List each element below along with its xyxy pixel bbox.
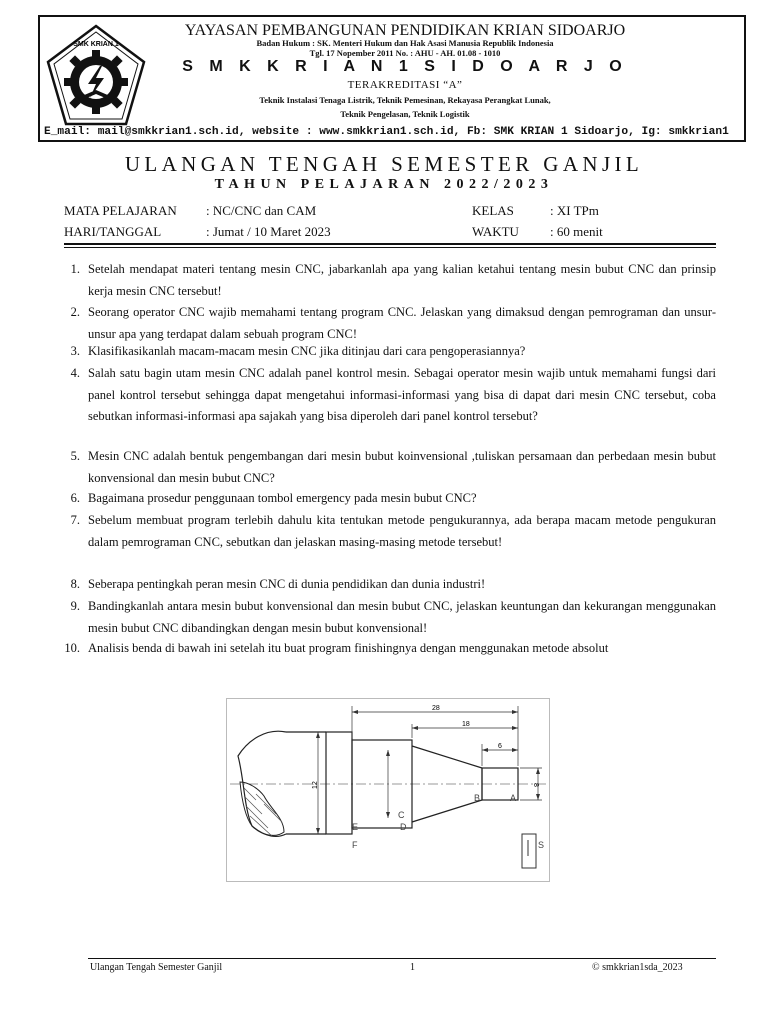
dimension-label: 6: [498, 743, 502, 750]
page-number: 1: [410, 962, 415, 973]
question-text: Analisis benda di bawah ini setelah itu buat program finishingnya dengan menggunakan metode absolut: [88, 641, 609, 655]
question-item: [70, 302, 716, 345]
class-label: KELAS: [472, 203, 514, 218]
time-label: WAKTU: [472, 224, 519, 239]
question-item: [64, 638, 716, 660]
question-text: Mesin CNC adalah bentuk pengembangan dari mesin bubut koinvensional ,tuliskan persamaan dan perbedaan mesin bubut konvensional dan mesin bubut CNC?: [88, 449, 716, 485]
question-text: Salah satu bagin utam mesin CNC adalah panel kontrol mesin. Sebagai operator mesin wajib untuk memahami fungsi dari panel kontrol tersebut sehingga dapat mengetahui informasi-informasi yang bisa di dapat dari mesin CNC tersebut, coba sebutkan informasi-informasi apa sajakah yang bisa diperoleh dari panel kontrol tersebut?: [88, 366, 716, 423]
question-number: 3.: [70, 344, 80, 358]
dimension-label: 8: [532, 783, 539, 787]
point-label: E: [352, 822, 359, 832]
subject-value: : NC/CNC dan CAM: [206, 203, 317, 218]
divider: [64, 243, 716, 245]
question-number: 8.: [70, 577, 80, 591]
programs-line-2: Teknik Pengelasan, Teknik Logistik: [340, 109, 470, 119]
programs-line-1: Teknik Instalasi Tenaga Listrik, Teknik Pemesinan, Rekayasa Perangkat Lunak,: [259, 95, 551, 105]
cnc-workpiece-drawing: [226, 698, 550, 882]
question-item: [70, 363, 716, 428]
logo-text: SMK KRIAN 1: [73, 41, 119, 48]
footer-divider: [88, 958, 716, 959]
question-text: Seorang operator CNC wajib memahami tentang program CNC. Jelaskan yang dimaksud dengan pemrograman dan unsur-unsur apa yang terdapat dalam sebuah program CNC!: [88, 305, 716, 341]
class-value: : XI TPm: [550, 203, 599, 218]
question-number: 2.: [70, 305, 80, 319]
footer-title: Ulangan Tengah Semester Ganjil: [90, 962, 223, 973]
time-value: : 60 menit: [550, 224, 603, 239]
point-label: A: [510, 793, 517, 803]
question-number: 9.: [70, 599, 80, 613]
date-label: HARI/TANGGAL: [64, 224, 162, 239]
question-item: [70, 341, 716, 363]
question-text: Klasifikasikanlah macam-macam mesin CNC jika ditinjau dari cara pengoperasiannya?: [88, 344, 526, 358]
question-number: 10.: [64, 641, 80, 655]
question-number: 5.: [70, 449, 80, 463]
question-item: [70, 446, 716, 489]
accreditation: TERAKREDITASI “A”: [347, 79, 463, 91]
question-item: [70, 574, 716, 596]
foundation-name: YAYASAN PEMBANGUNAN PENDIDIKAN KRIAN SIDOARJO: [184, 22, 626, 39]
contact-line: E_mail: mail@smkkrian1.sch.id, website : www.smkkrian1.sch.id, Fb: SMK KRIAN 1 Sidoarjo, Ig: smkkrian1: [44, 126, 729, 138]
dimension-label: 28: [432, 705, 440, 712]
school-name: S M K K R I A N 1 S I D O A R J O: [182, 58, 628, 75]
question-text: Setelah mendapat materi tentang mesin CNC, jabarkanlah apa yang kalian ketahui tentang mesin bubut CNC dan prinsip kerja mesin CNC tersebut!: [88, 262, 716, 298]
legal-line-2: Tgl. 17 Nopember 2011 No. : AHU - AH. 01.08 - 1010: [309, 48, 501, 58]
footer-copyright: © smkkrian1sda_2023: [592, 962, 683, 973]
question-number: 7.: [70, 513, 80, 527]
question-item: [70, 259, 716, 302]
divider: [64, 247, 716, 248]
question-text: Seberapa pentingkah peran mesin CNC di dunia pendidikan dan dunia industri!: [88, 577, 486, 591]
legal-line-1: Badan Hukum : SK. Menteri Hukum dan Hak Asasi Manusia Republik Indonesia: [256, 38, 554, 48]
question-text: Sebelum membuat program terlebih dahulu kita tentukan metode pengukurannya, ada berapa macam metode pengukuran dalam pemrograman CNC, sebutkan dan jelaskan masing-masing metode tersebut!: [88, 513, 716, 549]
dimension-label: 12: [312, 781, 319, 789]
question-text: Bagaimana prosedur penggunaan tombol emergency pada mesin bubut CNC?: [88, 491, 477, 505]
point-label: C: [398, 810, 405, 820]
question-text: Bandingkanlah antara mesin bubut konvensional dan mesin bubut CNC, jelaskan keuntungan dan kekurangan menggunakan mesin bubut CNC dibandingkan dengan mesin bubut konvensional!: [88, 599, 716, 635]
exam-title: ULANGAN TENGAH SEMESTER GANJIL: [124, 152, 644, 176]
question-item: [70, 596, 716, 639]
question-number: 6.: [70, 491, 80, 505]
date-value: : Jumat / 10 Maret 2023: [206, 224, 331, 239]
point-label: F: [352, 840, 358, 850]
point-label: S: [538, 840, 545, 850]
question-item: [70, 488, 716, 510]
point-label: D: [400, 822, 407, 832]
dimension-label: 18: [462, 721, 470, 728]
question-item: [70, 510, 716, 553]
academic-year: TAHUN PELAJARAN 2022/2023: [214, 177, 554, 192]
question-number: 1.: [70, 262, 80, 276]
question-number: 4.: [70, 366, 80, 380]
point-label: B: [474, 793, 481, 803]
school-logo: [44, 24, 148, 128]
subject-label: MATA PELAJARAN: [64, 203, 177, 218]
